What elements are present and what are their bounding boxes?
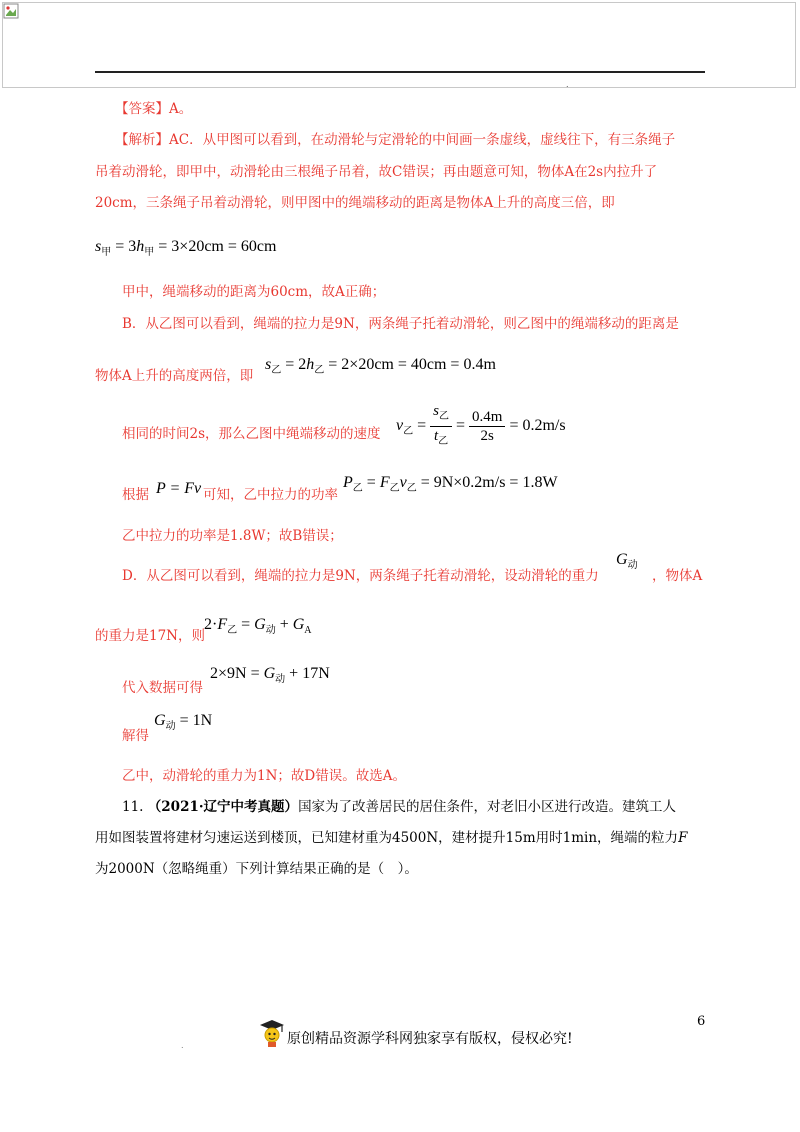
- analysis-line-10a: D．从乙图可以看到，绳端的拉力是9N，两条绳子托着动滑轮，设动滑轮的重力: [122, 568, 599, 584]
- top-frame: [2, 2, 796, 88]
- analysis-line-6: 物体A上升的高度两倍，即: [95, 368, 254, 384]
- question-line-1: 11. （2021·辽宁中考真题）国家为了改善居民的居住条件，对老旧小区进行改造。建筑工人: [122, 799, 677, 815]
- answer-line: [115, 99, 192, 119]
- analysis-line-9: 乙中拉力的功率是1.8W；故B错误；: [122, 528, 343, 544]
- analysis-line-8b: 可知，乙中拉力的功率: [203, 487, 338, 503]
- analysis-line-4: 甲中，绳端移动的距离为60cm，故A正确；: [122, 284, 386, 300]
- equation-2: $s_乙 = 2h_乙 = 2\times 20cm = 40cm = 0.4m$: [265, 356, 496, 376]
- analysis-line-2: 吊着动滑轮，即甲中，动滑轮由三根绳子吊着，故C错误；再由题意可知，物体A在2s内拉升了: [95, 164, 658, 180]
- question-source: （2021·辽宁中考真题）: [147, 799, 299, 815]
- equation-6: $2\cdot F_乙 = G_动 + G_A$: [204, 616, 312, 636]
- analysis-line-11: 的重力是17N，则: [95, 628, 205, 644]
- g-dong-symbol: $G_动$: [616, 551, 638, 571]
- analysis-line-10b: ，物体A: [652, 568, 703, 584]
- question-line-2: 用如图装置将建材匀速运送到楼顶，已知建材重为4500N，建材提升15m用时1min，绳端的粒力F: [95, 830, 688, 846]
- analysis-line-5: B．从乙图可以看到，绳端的拉力是9N，两条绳子托着动滑轮，则乙图中的绳端移动的距离是: [122, 316, 679, 332]
- equation-3: $v_乙$ = $\frac{s_乙}{t_乙}$ = $\frac{0.4m}{2s}$ = 0.2m/s: [396, 403, 566, 447]
- analysis-line-1: 【解析】AC．从甲图可以看到，在动滑轮与定滑轮的中间画一条虚线，虚线往下，有三条绳子: [115, 132, 676, 148]
- header-dot: .: [566, 80, 569, 89]
- footer-copyright: 原创精品资源学科网独家享有版权，侵权必究!: [287, 1031, 573, 1047]
- analysis-line-12: 代入数据可得: [122, 680, 203, 696]
- equation-4: P = Fv: [156, 480, 202, 497]
- analysis-line-14: 乙中，动滑轮的重力为1N；故D错误。故选A。: [122, 768, 406, 784]
- answer-value: A。: [169, 101, 193, 117]
- page-number: 6: [697, 1014, 706, 1029]
- equation-1: $s_甲 = 3h_甲 = 3\times 20cm = 60cm$: [95, 238, 277, 258]
- equation-5: $P_乙 = F_乙v_乙 = 9N\times 0.2m/s = 1.8W$: [343, 474, 558, 494]
- broken-image-icon: [3, 3, 19, 19]
- header-rule: [95, 71, 705, 73]
- answer-label: 【答案】: [115, 101, 169, 117]
- equation-7: $2\times 9N = G_动 + 17N$: [210, 665, 330, 685]
- analysis-line-8a: 根据: [122, 487, 149, 503]
- analysis-label: 【解析】: [115, 132, 169, 148]
- analysis-line-7: 相同的时间2s，那么乙图中绳端移动的速度: [122, 426, 381, 442]
- equation-8: $G_动 = 1N$: [154, 712, 213, 732]
- mascot-logo-icon: [258, 1018, 286, 1048]
- question-number: 11.: [122, 799, 144, 815]
- footer-dot: .: [181, 1041, 184, 1050]
- analysis-line-3: 20cm，三条绳子吊着动滑轮，则甲图中的绳端移动的距离是物体A上升的高度三倍，即: [95, 195, 615, 211]
- question-line-3: 为2000N（忽略绳重）下列计算结果正确的是（ ）。: [95, 861, 418, 877]
- analysis-line-13: 解得: [122, 728, 149, 744]
